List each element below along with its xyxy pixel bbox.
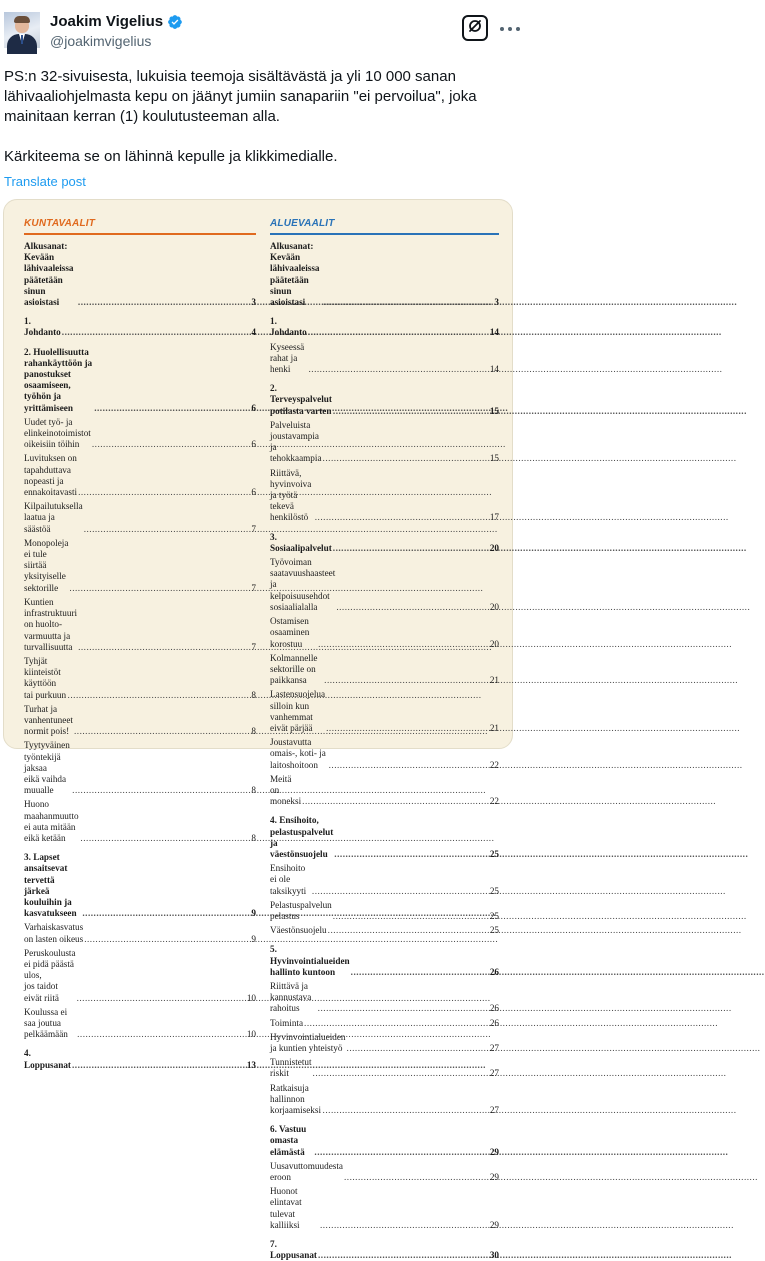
toc-entry-title: Palveluista joustavampia ja tehokkaampia	[270, 419, 322, 464]
toc-entry-title: Väestönsuojelu	[270, 925, 327, 936]
toc-entry-title: Toiminta	[270, 1017, 304, 1028]
toc-page-number: 26	[489, 1017, 499, 1028]
toc-entry-title: 4. Ensihoito, pelastuspalvelut ja väestönsuojelu	[270, 815, 334, 859]
toc-leader-dots	[303, 1018, 488, 1029]
toc-entry	[270, 653, 499, 687]
toc-entry	[24, 538, 256, 594]
toc-leader-dots	[83, 934, 249, 945]
toc-entry	[270, 557, 499, 613]
toc-leader-dots	[346, 1043, 488, 1054]
toc-leader-dots	[81, 908, 249, 919]
toc-entry	[270, 1083, 499, 1117]
toc-leader-dots	[317, 1250, 488, 1261]
toc-entry	[270, 616, 499, 650]
toc-entry	[24, 922, 256, 944]
toc-entry	[24, 453, 256, 498]
toc-entry-title: Riittävä ja kannustava rahoitus	[270, 980, 312, 1014]
toc-entry-title: Joustavutta omais-, koti- ja laitoshoitoon	[270, 737, 326, 770]
toc-entry	[24, 417, 256, 451]
toc-leader-dots	[77, 642, 249, 653]
toc-page-number: 25	[489, 910, 499, 921]
toc-page-number: 27	[489, 1105, 499, 1116]
toc-page-number: 25	[489, 885, 499, 896]
post-text: PS:n 32-sivuisesta, lukuisia teemoja sisältävästä ja yli 10 000 sanan lähivaaliohjelmasta kepu on jäänyt jumiin sanapariin "ei pervoilua", joka mainitaan kerran (1) koulutusteeman alla. Kärkiteema se on lähinnä kepulle ja klikkimedialle.	[4, 68, 477, 165]
toc-entry	[24, 656, 256, 701]
toc-leader-dots	[77, 297, 250, 308]
toc-leader-dots	[301, 796, 488, 807]
toc-leader-dots	[314, 512, 488, 523]
toc-leader-dots	[350, 967, 488, 978]
toc-entry	[270, 689, 499, 734]
toc-leader-dots	[93, 403, 249, 414]
translate-post-link[interactable]: Translate post	[4, 174, 86, 189]
toc-section-entry	[270, 1124, 499, 1158]
toc-entry-title: Turhat ja vanhentuneet normit pois!	[24, 703, 73, 737]
toc-leader-dots	[71, 785, 249, 796]
toc-page-number: 25	[489, 925, 499, 936]
toc-entry-title: Koulussa ei saa joutua pelkäämään	[24, 1006, 68, 1040]
toc-page-number: 26	[489, 1003, 499, 1014]
toc-leader-dots	[323, 675, 488, 686]
toc-page-number: 27	[489, 1043, 499, 1053]
toc-title-kuntavaalit: KUNTAVAALIT	[24, 218, 96, 229]
toc-page-number: 10	[246, 1029, 256, 1040]
toc-page-number: 15	[489, 453, 499, 464]
toc-entry	[24, 597, 256, 653]
toc-page-number: 8	[251, 832, 256, 843]
post-image[interactable]	[3, 199, 513, 1261]
toc-entry-title: 7. Loppusanat	[270, 1239, 317, 1261]
toc-entry	[270, 342, 499, 376]
toc-leader-dots	[307, 364, 487, 375]
toc-title-aluevaalit: ALUEVAALIT	[270, 218, 335, 229]
toc-entry-title: Alkusanat: Kevään lähivaaleissa päätetään sinun asioistasi	[270, 241, 320, 308]
toc-leader-dots	[71, 1060, 245, 1071]
toc-leader-dots	[332, 406, 488, 417]
toc-page-number: 10	[246, 992, 256, 1003]
toc-page-number: 20	[489, 542, 499, 553]
toc-entry-title: Monopoleja ei tule siirtää yksityiselle sektorille	[24, 537, 69, 593]
toc-leader-dots	[335, 602, 488, 613]
toc-entry-title: 3. Sosiaalipalvelut	[270, 531, 332, 553]
toc-leader-dots	[328, 760, 488, 771]
toc-entry	[270, 774, 499, 808]
toc-leader-dots	[317, 1003, 488, 1014]
toc-entry-title: Uudet työ- ja elinkeinotoimistot oikeisiin töihin	[24, 416, 91, 450]
toc-leader-dots	[73, 726, 249, 737]
toc-page-number: 7	[251, 523, 256, 534]
toc-page-number: 6	[251, 487, 256, 498]
grok-icon	[467, 18, 483, 39]
toc-entry	[270, 925, 499, 936]
toc-entry	[270, 1032, 499, 1054]
toc-leader-dots	[312, 1068, 488, 1079]
toc-entry-title: Kolmannelle sektorille on paikkansa	[270, 652, 318, 686]
toc-entry	[270, 900, 499, 922]
toc-page-number: 9	[251, 933, 256, 944]
toc-entry-title: Ostamisen osaaminen korostuu	[270, 616, 310, 649]
toc-entry	[24, 740, 256, 796]
toc-entry	[270, 1186, 499, 1231]
toc-section-entry	[24, 852, 256, 919]
toc-entry-title: Kuntien infrastruktuuri on huolto- varmuutta ja turvallisuutta	[24, 596, 78, 652]
toc-leader-dots	[76, 1029, 245, 1040]
toc-section-entry	[24, 347, 256, 414]
toc-page-number: 26	[489, 966, 499, 977]
toc-section-entry	[270, 1239, 499, 1261]
toc-entry	[270, 981, 499, 1015]
toc-page-number: 21	[489, 675, 499, 686]
toc-entry-title: Ensihoito ei ole taksikyyti	[270, 863, 307, 896]
toc-page-number: 29	[489, 1219, 499, 1230]
toc-page-number: 29	[489, 1172, 499, 1183]
toc-leader-dots	[307, 327, 488, 338]
toc-entry-title: Riittävä, hyvinvoiva ja työtä tekevä henkilöstö	[270, 467, 312, 523]
toc-section-entry	[270, 241, 499, 308]
toc-divider	[24, 233, 256, 235]
toc-page-number: 20	[489, 601, 499, 612]
toc-entry-title: Huono maahanmuutto ei auta mitään eikä ketään	[24, 799, 79, 843]
author-name-row	[50, 13, 183, 30]
more-button[interactable]	[496, 18, 524, 40]
toc-page-number: 25	[489, 848, 499, 859]
toc-leader-dots	[327, 925, 488, 936]
toc-leader-dots	[313, 1147, 487, 1158]
toc-leader-dots	[322, 297, 492, 308]
toc-page-number: 3	[494, 297, 499, 308]
toc-page-number: 7	[251, 582, 256, 593]
toc-section-entry	[270, 532, 499, 554]
toc-section-entry	[270, 316, 499, 338]
toc-entry	[24, 799, 256, 844]
toc-entry	[24, 704, 256, 738]
toc-entry-title: Tyytyväinen työntekijä jaksaa eikä vaihda muualle	[24, 740, 70, 796]
post-header	[0, 0, 530, 62]
toc-page-number: 14	[489, 327, 499, 338]
toc-entry-title: 1. Johdanto	[24, 316, 61, 338]
toc-entry-title: 4. Loppusanat	[24, 1048, 71, 1070]
toc-entry-title: Peruskoulusta ei pidä päästä ulos, jos taidot eivät riitä	[24, 947, 76, 1003]
toc-page-number: 7	[251, 641, 256, 652]
toc-leader-dots	[76, 993, 245, 1004]
toc-entry-title: 2. Huolellisuutta rahankäyttöön ja panostukset osaamiseen, työhön ja yrittämiseen	[24, 346, 93, 413]
toc-entry	[270, 737, 499, 771]
verified-badge-icon	[167, 14, 183, 30]
toc-page-number: 22	[489, 759, 499, 770]
toc-entry-title: 3. Lapset ansaitsevat tervettä järkeä kouluihin ja kasvatukseen	[24, 852, 77, 919]
toc-leader-dots	[332, 543, 488, 554]
toc-leader-dots	[68, 583, 249, 594]
toc-entry-title: Luvituksen on tapahduttava nopeasti ja ennakoitavasti	[24, 453, 78, 498]
toc-page-number: 3	[251, 297, 256, 308]
toc-entry-title: Meitä on moneksi	[270, 773, 302, 807]
toc-entry-title: Tyhjät kiinteistöt käyttöön tai purkuun	[24, 655, 67, 700]
toc-column-aluevaalit	[270, 218, 499, 1261]
toc-leader-dots	[79, 833, 249, 844]
toc-entry-title: Huonot elintavat tulevat kalliiksi	[270, 1186, 302, 1230]
toc-leader-dots	[322, 453, 488, 464]
toc-entries-aluevaalit	[270, 241, 499, 1261]
toc-leader-dots	[333, 849, 488, 860]
toc-page-number: 15	[489, 405, 499, 416]
toc-entry-title: Lastensuojelua silloin kun vanhemmat eivät pärjää	[270, 689, 326, 733]
toc-leader-dots	[67, 690, 250, 701]
toc-page-number: 21	[489, 722, 499, 733]
toc-leader-dots	[343, 1172, 488, 1183]
toc-leader-dots	[77, 487, 249, 498]
toc-entry-title: 1. Johdanto	[270, 316, 307, 338]
toc-entry	[24, 501, 256, 535]
toc-leader-dots	[83, 524, 250, 535]
toc-entry	[270, 1018, 499, 1029]
toc-page-number: 27	[489, 1068, 499, 1079]
toc-page-number: 17	[489, 512, 499, 523]
toc-page-number: 29	[489, 1146, 499, 1157]
toc-entry-title: 5. Hyvinvointialueiden hallinto kuntoon	[270, 944, 350, 977]
author-display-name[interactable]: Joakim Vigelius	[50, 13, 164, 30]
toc-section-entry	[270, 944, 499, 978]
toc-entry-title: Varhaiskasvatus on lasten oikeus	[24, 922, 84, 944]
toc-leader-dots	[317, 639, 488, 650]
toc-entry-title: 2. Terveyspalvelut potilasta varten	[270, 383, 332, 416]
toc-leader-dots	[322, 1105, 488, 1116]
toc-entry-title: Pelastuspalvelun pelastus	[270, 899, 332, 921]
toc-entry-title: Hyvinvointialueiden ja kuntien yhteistyö	[270, 1031, 346, 1053]
toc-entry-title: Alkusanat: Kevään lähivaaleissa päätetään sinun asioistasi	[24, 241, 74, 308]
toc-section-entry	[270, 383, 499, 417]
toc-page-number: 20	[489, 638, 499, 649]
toc-entry	[270, 468, 499, 524]
avatar[interactable]	[4, 12, 40, 48]
toc-entry-title: Tunnistetut riskit	[270, 1057, 312, 1079]
toc-entry-title: Ratkaisuja hallinnon korjaamiseksi	[270, 1082, 322, 1116]
toc-entry-title: Kyseessä rahat ja henki	[270, 341, 305, 375]
toc-page-number: 30	[489, 1250, 499, 1261]
toc-page-number: 9	[251, 908, 256, 919]
author-handle[interactable]: @joakimvigelius	[50, 33, 152, 49]
toc-leader-dots	[61, 327, 250, 338]
toc-section-entry	[270, 815, 499, 860]
toc-page-number: 8	[251, 689, 256, 700]
toc-section-entry	[24, 1048, 256, 1070]
toc-page-number: 4	[251, 327, 256, 338]
toc-entry-title: 6. Vastuu omasta elämästä	[270, 1124, 307, 1157]
toc-entry	[270, 1057, 499, 1079]
toc-entry	[270, 1161, 499, 1183]
toc-page-number: 8	[251, 726, 256, 737]
toc-entry-title: Uusavuttomuudesta eroon	[270, 1160, 343, 1183]
toc-leader-dots	[91, 439, 250, 450]
toc-entry	[24, 948, 256, 1004]
toc-page-number: 8	[251, 785, 256, 796]
toc-entry-title: Kilpailutuksella laatua ja säästöä	[24, 501, 83, 534]
toc-section-entry	[24, 316, 256, 338]
toc-page-number: 14	[489, 364, 499, 375]
toc-entry	[270, 420, 499, 465]
toc-entry-title: Työvoiman saatavuushaasteet ja kelpoisuusehdot sosiaalialalla	[270, 557, 336, 612]
toc-page-number: 6	[251, 402, 256, 413]
toc-leader-dots	[332, 911, 488, 922]
grok-button[interactable]	[462, 15, 488, 41]
toc-page-number: 22	[489, 796, 499, 807]
toc-column-kuntavaalit	[24, 218, 256, 1071]
toc-section-entry	[24, 241, 256, 308]
toc-entry	[24, 1007, 256, 1041]
toc-divider	[270, 233, 499, 235]
toc-leader-dots	[325, 723, 488, 734]
toc-page-number: 13	[246, 1059, 256, 1070]
more-icon	[500, 27, 504, 31]
toc-entry	[270, 863, 499, 897]
toc-page-number: 6	[251, 439, 256, 450]
toc-leader-dots	[319, 1220, 488, 1231]
toc-entries-kuntavaalit	[24, 241, 256, 1071]
toc-leader-dots	[311, 886, 488, 897]
